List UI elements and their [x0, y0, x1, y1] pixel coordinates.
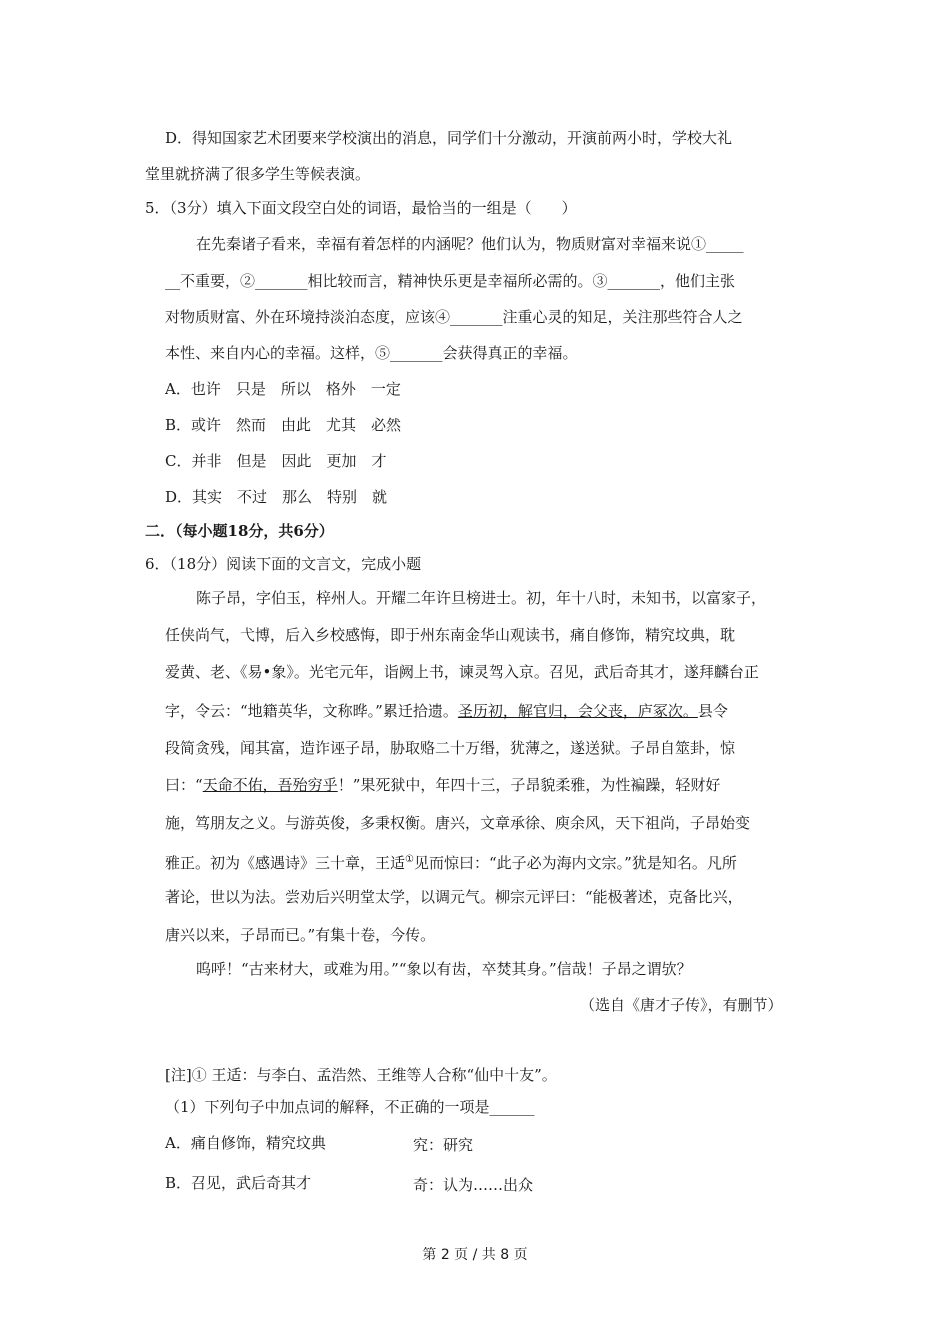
q6-stem: 6．（18分）阅读下面的文言文，完成小题	[145, 555, 422, 573]
q6-passage-line4-end: 县令	[697, 702, 728, 720]
q6-sub1-option-b-definition: 奇：认为……出众	[413, 1176, 534, 1194]
q6-passage-line8	[165, 849, 737, 874]
q6-footnote: [注]① 王适：与李白、孟浩然、王维等人合称“仙中十友”。	[165, 1066, 557, 1084]
q5-option-a: A．也许 只是 所以 格外 一定	[165, 380, 401, 398]
q6-sub1-option-b: B．召见，武后奇其才	[165, 1174, 312, 1192]
underlined-sentence-2: 天命不佑，吾殆穷乎	[202, 776, 338, 794]
q4-option-d-line2: 堂里就挤满了很多学生等候表演。	[145, 165, 371, 183]
q6-passage-line7: 施，笃朋友之义。与游英俊，多秉权衡。唐兴，文章承徐、庾余风，天下祖尚，子昂始变	[165, 814, 751, 832]
q6-source: （选自《唐才子传》，有删节）	[580, 996, 783, 1014]
q5-passage-line2: __不重要，②_______相比较而言，精神快乐更是幸福所必需的。③_______，他们主张	[165, 272, 736, 290]
q5-option-d: D．其实 不过 那么 特别 就	[165, 488, 388, 506]
q5-passage-line1: 在先秦诸子看来，幸福有着怎样的内涵呢？他们认为，物质财富对幸福来说①_____	[196, 235, 744, 253]
q5-passage-line3: 对物质财富、外在环境持淡泊态度，应该④_______注重心灵的知足，关注那些符合人之	[165, 308, 743, 326]
footnote-marker: ①	[405, 854, 414, 865]
q6-passage-line6	[165, 774, 720, 796]
q5-stem: 5．（3分）填入下面文段空白处的词语，最恰当的一组是（ ）	[145, 199, 577, 217]
q6-passage-line6-start: 曰：“	[165, 776, 203, 794]
q6-passage-line8-start: 雅正。初为《感遇诗》三十章，王适	[165, 854, 406, 872]
q6-sub1-stem: （1）下列句子中加点词的解释，不正确的一项是______	[165, 1098, 535, 1116]
q6-passage-line9: 著论，世以为法。尝劝后兴明堂太学，以调元气。柳宗元评曰：“能极著述，克备比兴，	[165, 888, 743, 906]
section2-heading: 二．（每小题18分，共6分）	[145, 522, 334, 540]
q6-sub1-option-a: A．痛自修饰，精究坟典	[165, 1134, 326, 1152]
q6-passage-line3: 爱黄、老、《易•象》。光宅元年，诣阙上书，谏灵驾入京。召见，武后奇其才，遂拜麟台正	[165, 663, 759, 681]
q5-passage-line4: 本性、来自内心的幸福。这样，⑤_______会获得真正的幸福。	[165, 344, 578, 362]
q6-passage-line4	[165, 700, 728, 722]
underlined-sentence-1: 圣历初，解官归，会父丧，庐冢次。	[457, 702, 698, 720]
q6-passage-line6-end: ！”果死狱中，年四十三，子昂貌柔雅，为性褊躁，轻财好	[337, 776, 721, 794]
q6-passage-line10: 唐兴以来，子昂而已。”有集十卷，今传。	[165, 926, 436, 944]
q6-passage-line1: 陈子昂，字伯玉，梓州人。开耀二年许旦榜进士。初，年十八时，未知书，以富家子，	[196, 589, 767, 607]
q5-option-b: B．或许 然而 由此 尤其 必然	[165, 416, 402, 434]
q6-passage-line4-start: 字，令云：“地籍英华，文称晔。”累迁拾遗。	[165, 702, 458, 720]
q4-option-d-line1: D．得知国家艺术团要来学校演出的消息，同学们十分激动，开演前两小时，学校大礼	[165, 129, 733, 147]
q5-option-c: C．并非 但是 因此 更加 才	[165, 452, 387, 470]
q6-passage-line8-end: 见而惊曰：“此子必为海内文宗。”犹是知名。凡所	[413, 854, 737, 872]
q6-passage-line11: 呜呼！“古来材大，或难为用。”“象以有齿，卒焚其身。”信哉！子昂之谓欤？	[196, 960, 692, 978]
q6-passage-line5: 段简贪残，闻其富，造诈诬子昂，胁取赂二十万缗，犹薄之，遂送狱。子昂自筮卦，惊	[165, 739, 736, 757]
page-footer: 第 2 页 / 共 8 页	[422, 1247, 528, 1263]
q6-sub1-option-a-definition: 究：研究	[413, 1136, 474, 1154]
q6-passage-line2: 任侠尚气，弋博，后入乡校感悔，即于州东南金华山观读书，痛自修饰，精究坟典，耽	[165, 626, 736, 644]
